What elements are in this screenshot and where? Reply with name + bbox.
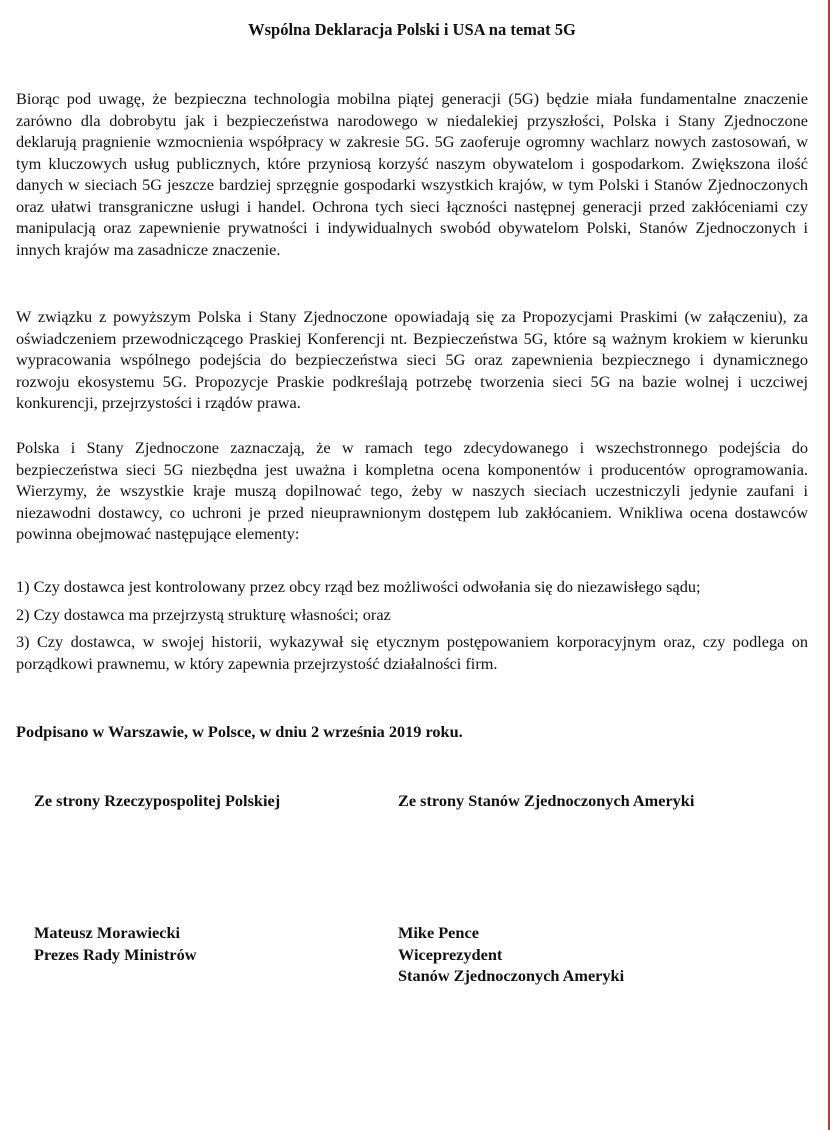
list-item: 1) Czy dostawca jest kontrolowany przez obcy rząd bez możliwości odwołania się do niezawisłego sądu; — [16, 577, 701, 596]
right-signatory-role: Wiceprezydent — [398, 944, 503, 964]
document-title: Wspólna Deklaracja Polski i USA na temat 5G — [248, 20, 576, 39]
left-signatory-name: Mateusz Morawiecki — [34, 923, 181, 942]
right-signatory-name: Mike Pence — [398, 923, 479, 942]
left-party-heading: Ze strony Rzeczypospolitej Polskiej — [34, 791, 281, 810]
right-signatory-role-country: Stanów Zjednoczonych Ameryki — [398, 966, 625, 985]
left-signatory — [34, 922, 196, 965]
paragraph-1: Biorąc pod uwagę, że bezpieczna technologia mobilna piątej generacji (5G) będzie miała fundamentalne znaczenie zarówno dla dobrobytu jak i bezpieczeństwa narodowego w niedalekiej przyszłości, Polska i Stany Zjednoczone deklarują pragnienie wzmocnienia współpracy w zakresie 5G. 5G zaoferuje ogromny wachlarz nowych zastosowań, w tym kluczowych usług publicznych, które przyniosą korzyść naszym obywatelom i gospodarkom. Zwiększona ilość danych w sieciach 5G jeszcze bardziej sprzęgnie gospodarki wszystkich krajów, w tym Polski i Stanów Zjednoczonych oraz ułatwi transgraniczne usługi i handel. Ochrona tych sieci łączności następnej generacji przed zakłóceniami czy manipulacją oraz zapewnienie prywatności i indywidualnych swobód obywatelom Polski, Stanów Zjednoczonych i innych krajów ma zasadnicze znaczenie. — [16, 89, 808, 259]
paragraph-3: Polska i Stany Zjednoczone zaznaczają, że w ramach tego zdecydowanego i wszechstronnego podejścia do bezpieczeństwa sieci 5G niezbędna jest uważna i kompletna ocena komponentów i producentów oprogramowania. Wierzymy, że wszystkie kraje muszą dopilnować tego, żeby w naszych sieciach uczestniczyli jedynie zaufani i niezawodni dostawcy, co uchroni je przed nieuprawnionym dostępem lub zakłócaniem. Wnikliwa ocena dostawców powinna obejmować następujące elementy: — [16, 438, 808, 543]
left-signatory-role: Prezes Rady Ministrów — [34, 944, 197, 964]
criteria-list — [16, 576, 808, 680]
right-signatory — [398, 922, 624, 987]
list-item: 2) Czy dostawca ma przejrzystą strukturę własności; oraz — [16, 604, 391, 624]
paragraph-2: W związku z powyższym Polska i Stany Zjednoczone opowiadają się za Propozycjami Praskimi (w załączeniu), za oświadczeniem przewodniczącego Praskiej Konferencji nt. Bezpieczeństwa 5G, które są ważnym krokiem w kierunku wypracowania wspólnego podejścia do bezpieczeństwa sieci 5G oraz zapewnienia bezpiecznego i dynamicznego rozwoju ekosystemu 5G. Propozycje Praskie podkreślają potrzebę tworzenia sieci 5G na bazie wolnej i uczciwej konkurencji, przejrzystości i rządów prawa. — [16, 307, 808, 412]
list-item: 3) Czy dostawca, w swojej historii, wykazywał się etycznym postępowaniem korporacyjnym oraz, czy podlega on porządkowi prawnemu, w który zapewnia przejrzystość działalności firm. — [16, 632, 808, 673]
signed-line: Podpisano w Warszawie, w Polsce, w dniu 2 września 2019 roku. — [16, 722, 463, 741]
right-party-heading: Ze strony Stanów Zjednoczonych Ameryki — [398, 791, 695, 810]
